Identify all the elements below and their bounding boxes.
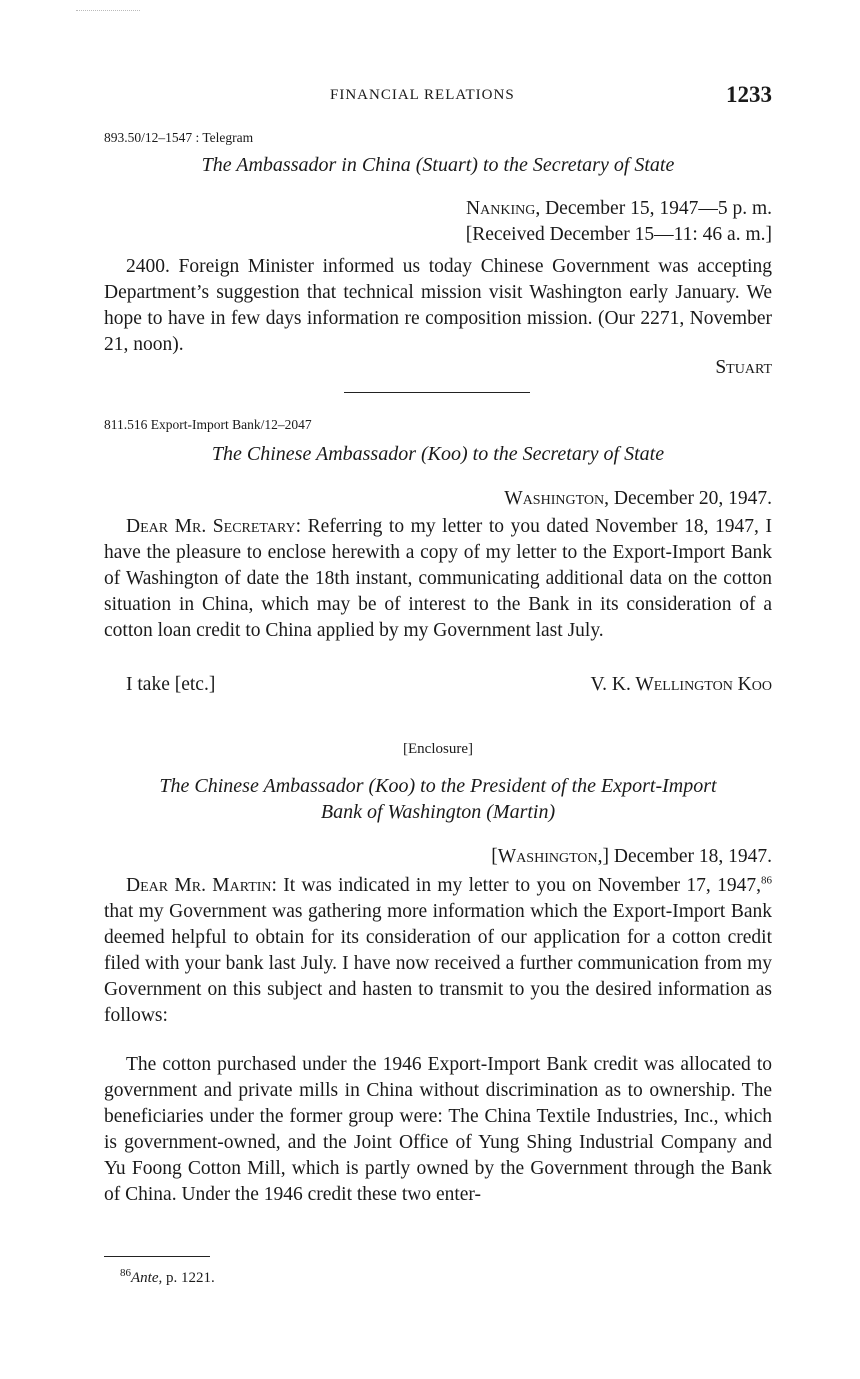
doc1-title: The Ambassador in China (Stuart) to the Secretary of State [201, 154, 675, 176]
doc2-signature: V. K. Wellington Koo [590, 674, 772, 695]
enclosure-label: [Enclosure] [403, 741, 473, 757]
doc1-date: December 15, 1947—5 p. m. [540, 198, 772, 219]
doc2-date: December 20, 1947. [609, 488, 772, 509]
enclosure-body-part2: that my Government was gathering more information which the Export-Import Bank deemed helpful to obtain for its consideration of our application for a cotton credit filed with your bank last July. I have now received a further communication from my Government on this subject and hasten to transmit to you the desired information as follows: [104, 901, 772, 1026]
enclosure-title-line2: Bank of Washington (Martin) [320, 801, 556, 823]
footnote-divider [104, 1256, 210, 1257]
doc1-file-ref: 893.50/12–1547 : Telegram [104, 130, 254, 145]
enclosure-dateline [104, 844, 772, 870]
running-header [104, 82, 772, 112]
footnote-text: p. 1221. [162, 1270, 215, 1286]
doc2-body [104, 514, 772, 644]
doc1-body: 2400. Foreign Minister informed us today Chinese Government was accepting Department’s suggestion that technical mission visit Washington early January. We hope to have in few days information re composition mission. (Our 2271, November 21, noon). [104, 256, 772, 355]
section-divider [344, 392, 530, 393]
doc1-dateline [104, 196, 772, 222]
footnote-italic: Ante, [131, 1270, 163, 1286]
enclosure-paragraph-2: The cotton purchased under the 1946 Export-Import Bank credit was allocated to government and private mills in China without discrimination as to ownership. The beneficiaries under the former group were: The China Textile Industries, Inc., which is government-owned, and the Joint Office of Yung Shing Industrial Company and Yu Foong Cotton Mill, which is partly owned by the Government through the Bank of China. Under the 1946 credit these two enter- [104, 1054, 772, 1205]
page-number: 1233 [726, 82, 772, 107]
footnote-reference: 86 [761, 874, 772, 887]
doc1-signature: Stuart [715, 357, 772, 378]
footnote-marker: 86 [120, 1267, 131, 1279]
running-title: FINANCIAL RELATIONS [330, 87, 515, 103]
doc2-title: The Chinese Ambassador (Koo) to the Secretary of State [211, 443, 665, 465]
scan-artifact [76, 10, 140, 11]
footnote [120, 1267, 215, 1287]
doc2-closing: I take [etc.] [126, 674, 216, 695]
doc2-body-text: Referring to my letter to you dated November 18, 1947, I have the pleasure to enclose herewith a copy of my letter to the Export-Import Bank of Washington of date the 18th instant, communicating additional data on the cotton situation in China, which may be of interest to the Bank in its consideration of a cotton loan credit to China applied by my Government last July. [104, 516, 772, 641]
enclosure-salutation: Dear Mr. Martin: [126, 875, 277, 896]
doc1-received: [Received December 15—11: 46 a. m.] [465, 224, 772, 245]
enclosure-body-part1: It was indicated in my letter to you on November 17, 1947, [276, 875, 761, 896]
enclosure-place: Washington, [497, 846, 603, 867]
enclosure-title-line1: The Chinese Ambassador (Koo) to the President of the Export-Import [159, 775, 717, 797]
doc2-dateline [104, 486, 772, 512]
doc1-place: Nanking, [466, 198, 541, 219]
enclosure-date: December 18, 1947. [609, 846, 772, 867]
doc2-salutation: Dear Mr. Secretary: [126, 516, 302, 537]
enclosure-bracket-open: [ [491, 846, 498, 867]
enclosure-bracket-close: ] [602, 846, 609, 867]
enclosure-paragraph-1 [104, 873, 772, 1029]
doc2-place: Washington, [504, 488, 609, 509]
doc2-file-ref: 811.516 Export-Import Bank/12–2047 [104, 417, 312, 432]
